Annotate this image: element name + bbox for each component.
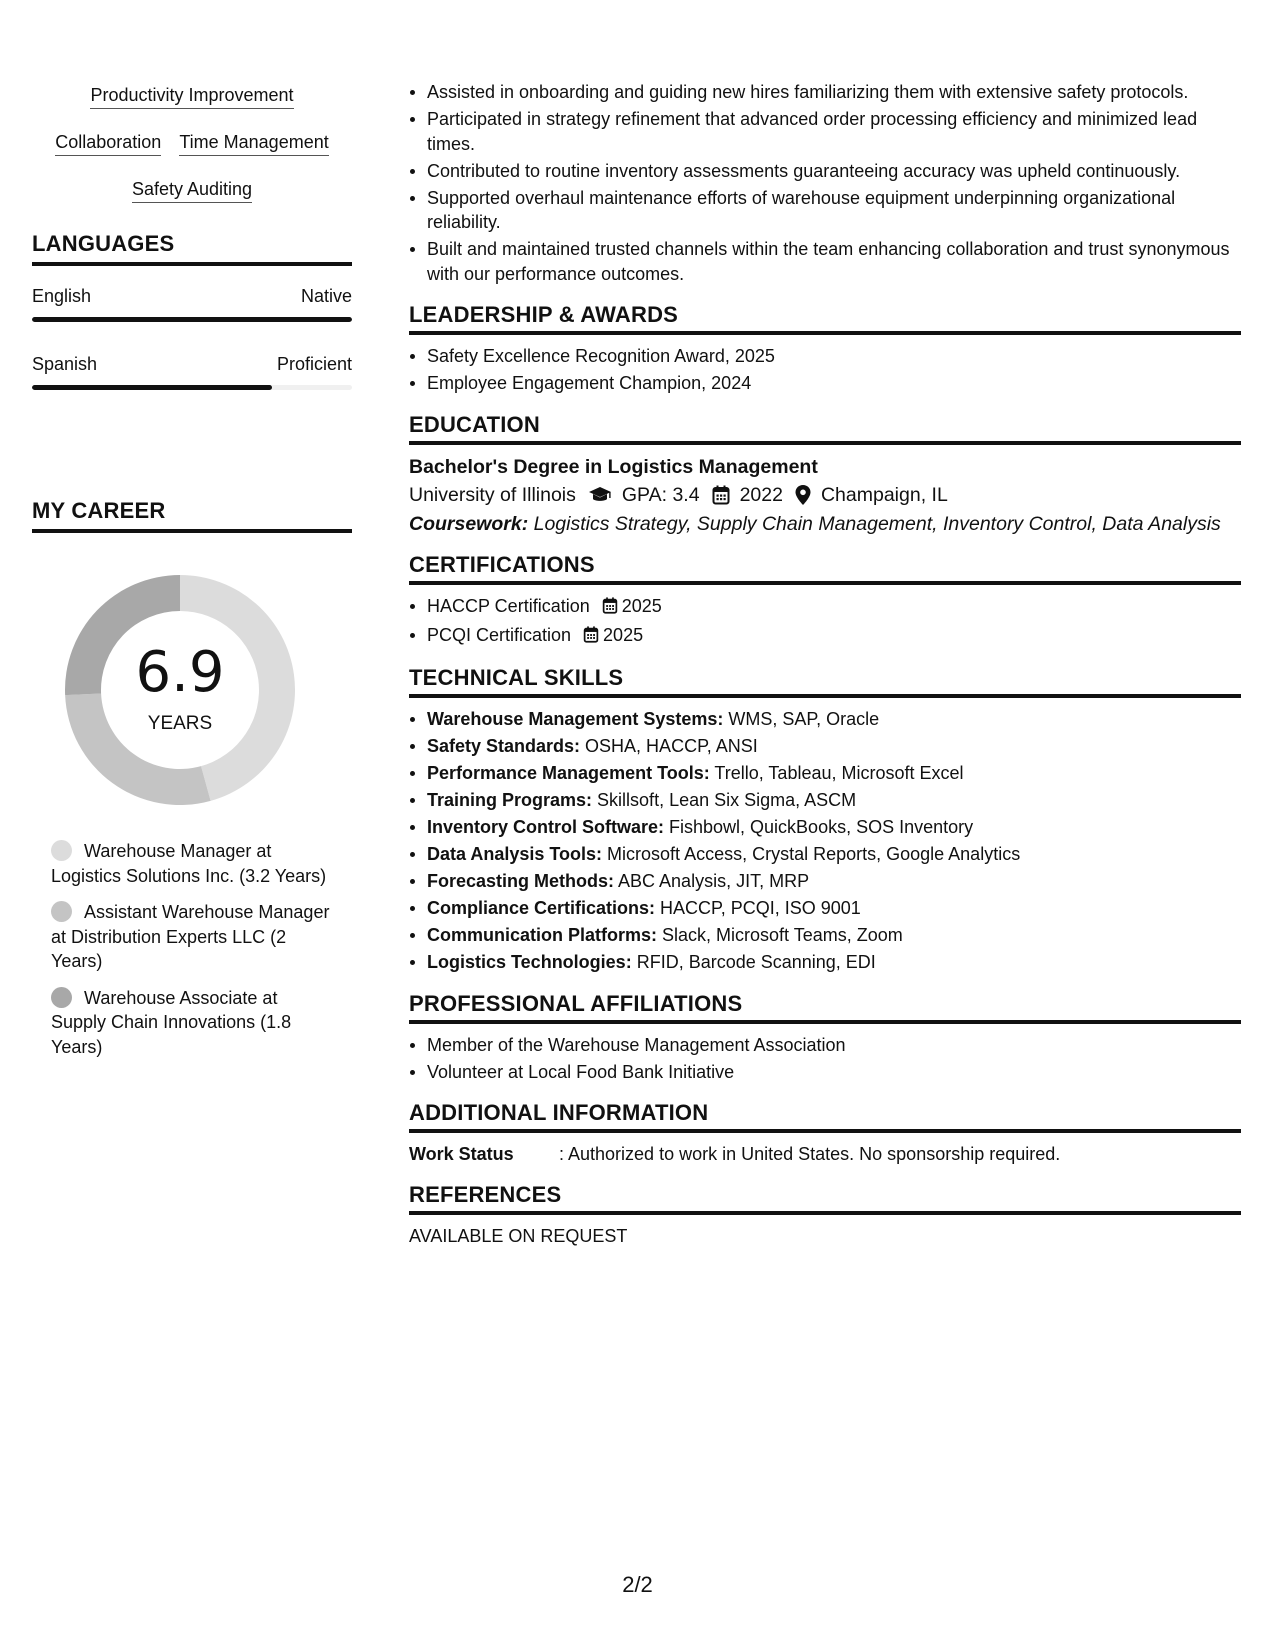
skill-category: Warehouse Management Systems: bbox=[427, 709, 724, 729]
references-text: AVAILABLE ON REQUEST bbox=[409, 1226, 628, 1246]
experience-bullet: Assisted in onboarding and guiding new hires familiarizing them with extensive safety protocols. bbox=[409, 80, 1241, 105]
affiliation-item: Volunteer at Local Food Bank Initiative bbox=[409, 1060, 1241, 1085]
skill-values: RFID, Barcode Scanning, EDI bbox=[631, 952, 876, 972]
skill-category: Forecasting Methods: bbox=[427, 871, 615, 891]
education-school: University of Illinois bbox=[409, 483, 576, 506]
experience-bullet: Built and maintained trusted channels within the team enhancing collaboration and trust synonymous with our performance outcomes. bbox=[409, 237, 1241, 286]
certification-name: HACCP Certification bbox=[427, 595, 590, 616]
technical-skills-list bbox=[409, 707, 1241, 975]
right-column bbox=[409, 80, 1241, 1248]
skill-category: Performance Management Tools: bbox=[427, 763, 710, 783]
work-status-value: : Authorized to work in United States. No sponsorship required. bbox=[559, 1144, 1061, 1164]
technical-skill-item bbox=[409, 734, 1241, 759]
work-status bbox=[409, 1142, 1241, 1166]
awards-list bbox=[409, 344, 1241, 396]
certification-item bbox=[409, 623, 1241, 650]
coursework-label: Coursework: bbox=[409, 512, 529, 535]
certification-year: 2025 bbox=[603, 624, 644, 645]
education-degree: Bachelor's Degree in Logistics Management bbox=[409, 455, 818, 478]
career-total-years: 6.9 bbox=[135, 640, 225, 705]
experience-bullet: Contributed to routine inventory assessments guaranteeing accuracy was upheld continuously. bbox=[409, 159, 1241, 184]
languages-section bbox=[32, 231, 352, 390]
career-donut-chart bbox=[65, 575, 295, 805]
skill-tag-row bbox=[32, 178, 352, 203]
legend-label: Warehouse Associate at Supply Chain Innovations (1.8 Years) bbox=[51, 987, 292, 1057]
certifications-list bbox=[409, 594, 1241, 650]
language-name: Spanish bbox=[32, 354, 98, 374]
skill-category: Communication Platforms: bbox=[427, 925, 658, 945]
skill-tag: Productivity Improvement bbox=[90, 84, 293, 109]
legend-item bbox=[51, 839, 336, 888]
affiliations-list bbox=[409, 1033, 1241, 1085]
technical-skill-item bbox=[409, 923, 1241, 948]
skill-category: Training Programs: bbox=[427, 790, 593, 810]
award-item: Safety Excellence Recognition Award, 2025 bbox=[409, 344, 1241, 369]
legend-dot-icon bbox=[51, 987, 72, 1008]
donut-slice bbox=[65, 694, 210, 805]
language-bar bbox=[32, 385, 352, 390]
language-name: English bbox=[32, 286, 92, 306]
legend-label: Assistant Warehouse Manager at Distribution Experts LLC (2 Years) bbox=[51, 902, 330, 971]
legend-dot-icon bbox=[51, 840, 72, 861]
left-column bbox=[32, 84, 352, 390]
skill-values: Trello, Tableau, Microsoft Excel bbox=[709, 763, 964, 783]
career-legend bbox=[32, 839, 352, 1059]
calendar-icon bbox=[602, 596, 618, 621]
education-coursework bbox=[409, 512, 1241, 536]
technical-skill-item bbox=[409, 950, 1241, 975]
skill-values: Fishbowl, QuickBooks, SOS Inventory bbox=[664, 817, 974, 837]
language-bar-fill bbox=[32, 317, 352, 322]
awards-heading: LEADERSHIP & AWARDS bbox=[409, 302, 1241, 335]
skill-values: WMS, SAP, Oracle bbox=[723, 709, 880, 729]
skill-values: HACCP, PCQI, ISO 9001 bbox=[655, 898, 861, 918]
legend-label: Warehouse Manager at Logistics Solutions Inc. (3.2 Years) bbox=[51, 841, 327, 886]
skill-tag: Collaboration bbox=[55, 131, 161, 156]
award-item: Employee Engagement Champion, 2024 bbox=[409, 371, 1241, 396]
skill-tag: Time Management bbox=[179, 131, 328, 156]
skill-category: Inventory Control Software: bbox=[427, 817, 665, 837]
skill-values: Microsoft Access, Crystal Reports, Google Analytics bbox=[602, 844, 1021, 864]
language-bar bbox=[32, 317, 352, 322]
additional-info-heading: ADDITIONAL INFORMATION bbox=[409, 1100, 1241, 1133]
skill-values: OSHA, HACCP, ANSI bbox=[580, 736, 758, 756]
career-section bbox=[32, 498, 352, 1071]
language-bar-fill bbox=[32, 385, 272, 390]
skill-category: Data Analysis Tools: bbox=[427, 844, 603, 864]
technical-skill-item bbox=[409, 869, 1241, 894]
technical-skills-heading: TECHNICAL SKILLS bbox=[409, 665, 1241, 698]
legend-item bbox=[51, 900, 336, 974]
map-pin-icon bbox=[795, 485, 811, 505]
skill-tag-row bbox=[32, 131, 352, 156]
certification-name: PCQI Certification bbox=[427, 624, 572, 645]
work-status-label: Work Status bbox=[409, 1144, 514, 1164]
technical-skill-item bbox=[409, 896, 1241, 921]
languages-heading: LANGUAGES bbox=[32, 231, 352, 266]
skill-values: ABC Analysis, JIT, MRP bbox=[614, 871, 810, 891]
career-heading: MY CAREER bbox=[32, 498, 352, 533]
language-level: Native bbox=[300, 286, 352, 306]
technical-skill-item bbox=[409, 761, 1241, 786]
certification-item bbox=[409, 594, 1241, 621]
coursework-list: Logistics Strategy, Supply Chain Management, Inventory Control, Data Analysis bbox=[528, 512, 1221, 535]
skill-tag: Safety Auditing bbox=[132, 178, 252, 203]
references-heading: REFERENCES bbox=[409, 1182, 1241, 1215]
calendar-icon bbox=[583, 625, 599, 650]
skill-tags bbox=[32, 84, 352, 203]
experience-bullet: Supported overhaul maintenance efforts of warehouse equipment underpinning organizational reliability. bbox=[409, 186, 1241, 235]
career-total-unit: YEARS bbox=[147, 713, 213, 734]
certifications-heading: CERTIFICATIONS bbox=[409, 552, 1241, 585]
calendar-icon bbox=[712, 485, 730, 505]
education-year: 2022 bbox=[739, 483, 783, 506]
legend-dot-icon bbox=[51, 901, 72, 922]
legend-item bbox=[51, 986, 336, 1060]
skill-category: Safety Standards: bbox=[427, 736, 581, 756]
skill-values: Slack, Microsoft Teams, Zoom bbox=[657, 925, 903, 945]
experience-bullets bbox=[409, 80, 1241, 286]
education-heading: EDUCATION bbox=[409, 412, 1241, 445]
experience-bullet: Participated in strategy refinement that advanced order processing efficiency and minimized lead times. bbox=[409, 107, 1241, 156]
skill-category: Compliance Certifications: bbox=[427, 898, 656, 918]
education-gpa: GPA: 3.4 bbox=[621, 483, 700, 506]
technical-skill-item bbox=[409, 815, 1241, 840]
language-item bbox=[32, 284, 352, 322]
language-level: Proficient bbox=[276, 354, 352, 374]
education-details bbox=[409, 480, 1241, 510]
language-item bbox=[32, 352, 352, 390]
graduation-cap-icon bbox=[588, 486, 612, 504]
technical-skill-item bbox=[409, 707, 1241, 732]
certification-year: 2025 bbox=[621, 595, 662, 616]
technical-skill-item bbox=[409, 842, 1241, 867]
affiliations-heading: PROFESSIONAL AFFILIATIONS bbox=[409, 991, 1241, 1024]
skill-tag-row bbox=[32, 84, 352, 109]
skill-category: Logistics Technologies: bbox=[427, 952, 632, 972]
page-number: 2/2 bbox=[622, 1572, 653, 1597]
education-location: Champaign, IL bbox=[820, 483, 948, 506]
technical-skill-item bbox=[409, 788, 1241, 813]
affiliation-item: Member of the Warehouse Management Association bbox=[409, 1033, 1241, 1058]
skill-values: Skillsoft, Lean Six Sigma, ASCM bbox=[592, 790, 857, 810]
